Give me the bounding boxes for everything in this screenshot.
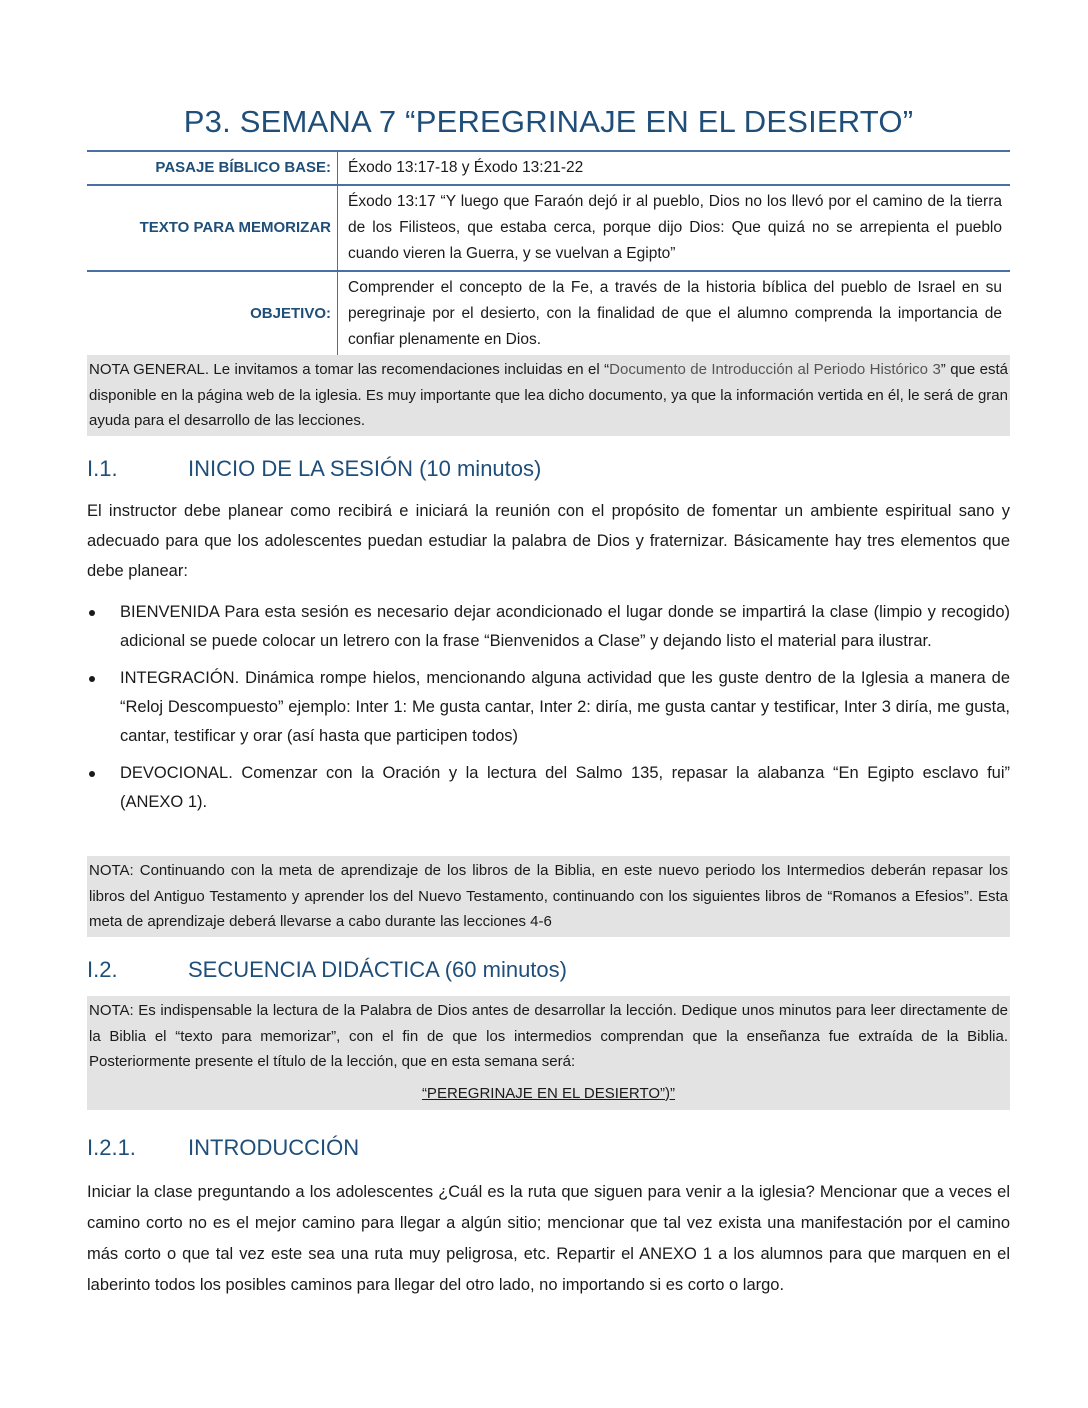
session-elements-list — [87, 598, 1010, 825]
info-label: OBJETIVO: — [87, 271, 338, 357]
bullet-icon — [89, 610, 95, 616]
reading-note — [87, 996, 1010, 1110]
section-title: SECUENCIA DIDÁCTICA (60 minutos) — [188, 957, 567, 982]
page-title: P3. SEMANA 7 “PEREGRINAJE EN EL DESIERTO” — [183, 104, 914, 139]
bullet-icon — [89, 676, 95, 682]
info-row-memorize — [87, 185, 1010, 271]
list-item: BIENVENIDA Para esta sesión es necesario dejar acondicionado el lugar donde se impartirá la clase (limpio y recogido) adicional se puede colocar un letrero con la frase “Bienvenidos a Clase” y dejando listo el material para ilustrar. — [87, 598, 1010, 656]
info-label: PASAJE BÍBLICO BASE: — [87, 151, 338, 185]
note-text: ” que está disponible en la página web de la iglesia. Es muy importante que lea dicho documento, ya que la información vertida en él, le será de gran ayuda para el desarrollo de las lecciones. — [89, 361, 1008, 429]
note-text: NOTA: Es indispensable la lectura de la Palabra de Dios antes de desarrollar la lección. Dedique unos minutos para leer directamente de la Biblia el “texto para memorizar”, con el fin de que los intermedios comprendan que la enseñanza fue extraída de la Biblia. Posteriormente presente el título de la lección, que en esta semana será: — [89, 1002, 1008, 1070]
lesson-info-table — [87, 150, 1010, 358]
section-title: INICIO DE LA SESIÓN (10 minutos) — [188, 456, 542, 481]
introduction-paragraph: Iniciar la clase preguntando a los adolescentes ¿Cuál es la ruta que siguen para venir a la iglesia? Mencionar que a veces el camino corto no es el mejor camino para llegar a algún sitio; mencionar que tal vez exista una manifestación por el camino más corto o que tal vez este sea una ruta muy peligrosa, etc. Repartir el ANEXO 1 a los alumnos para que marquen en el laberinto todos los posibles caminos para llegar del otro lado, no importando si es corto o largo. — [87, 1183, 1010, 1294]
section-intro-paragraph: El instructor debe planear como recibirá e iniciará la reunión con el propósito de fomentar un ambiente espiritual sano y adecuado para que los adolescentes puedan estudiar la palabra de Dios y fraternizar. Básicamente hay tres elementos que debe planear: — [87, 502, 1010, 580]
info-label: TEXTO PARA MEMORIZAR — [87, 185, 338, 271]
info-value: Comprender el concepto de la Fe, a través de la historia bíblica del pueblo de Israel en su peregrinaje por el desierto, con la finalidad de que el alumno comprenda la importancia de confiar plenamente en Dios. — [348, 279, 1002, 348]
list-item: DEVOCIONAL. Comenzar con la Oración y la lectura del Salmo 135, repasar la alabanza “En Egipto esclavo fui” (ANEXO 1). — [87, 759, 1010, 817]
general-note — [87, 355, 1010, 436]
info-value: Éxodo 13:17 “Y luego que Faraón dejó ir al pueblo, Dios no los llevó por el camino de la tierra de los Filisteos, que estaba cerca, porque dijo Dios: Que quizá no se arrepienta el pueblo cuando vieren la Guerra, y se vuelvan a Egipto” — [348, 193, 1002, 262]
section-heading-inicio — [87, 456, 541, 482]
lesson-title-note: “PEREGRINAJE EN EL DESIERTO”)” — [421, 1084, 676, 1102]
list-item: INTEGRACIÓN. Dinámica rompe hielos, mencionando alguna actividad que les guste dentro de la Iglesia a manera de “Reloj Descompuesto” ejemplo: Inter 1: Me gusta cantar, Inter 2: diría, me gusta cantar y testificar, Inter 3 diría, me gusta, cantar, testificar y orar (así hasta que participen todos) — [87, 664, 1010, 751]
section-title: INTRODUCCIÓN — [188, 1135, 360, 1160]
intro-document-link[interactable]: Documento de Introducción al Periodo Histórico 3 — [609, 361, 941, 378]
section-heading-secuencia — [87, 957, 567, 983]
section-heading-introduccion — [87, 1135, 359, 1161]
info-value: Éxodo 13:17-18 y Éxodo 13:21-22 — [348, 159, 584, 176]
section-number: I.1. — [87, 456, 118, 481]
books-note: NOTA: Continuando con la meta de aprendizaje de los libros de la Biblia, en este nuevo periodo los Intermedios deberán repasar los libros del Antiguo Testamento y aprender los del Nuevo Testamento, continuando con los siguientes libros de “Romanos a Efesios”. Esta meta de aprendizaje deberá llevarse a cabo durante las lecciones 4-6 — [87, 856, 1010, 937]
bullet-icon — [89, 771, 95, 777]
info-row-objective — [87, 271, 1010, 357]
section-number: I.2.1. — [87, 1135, 136, 1160]
section-number: I.2. — [87, 957, 118, 982]
note-text: NOTA GENERAL. Le invitamos a tomar las recomendaciones incluidas en el “ — [89, 361, 610, 378]
info-row-passage — [87, 151, 1010, 185]
